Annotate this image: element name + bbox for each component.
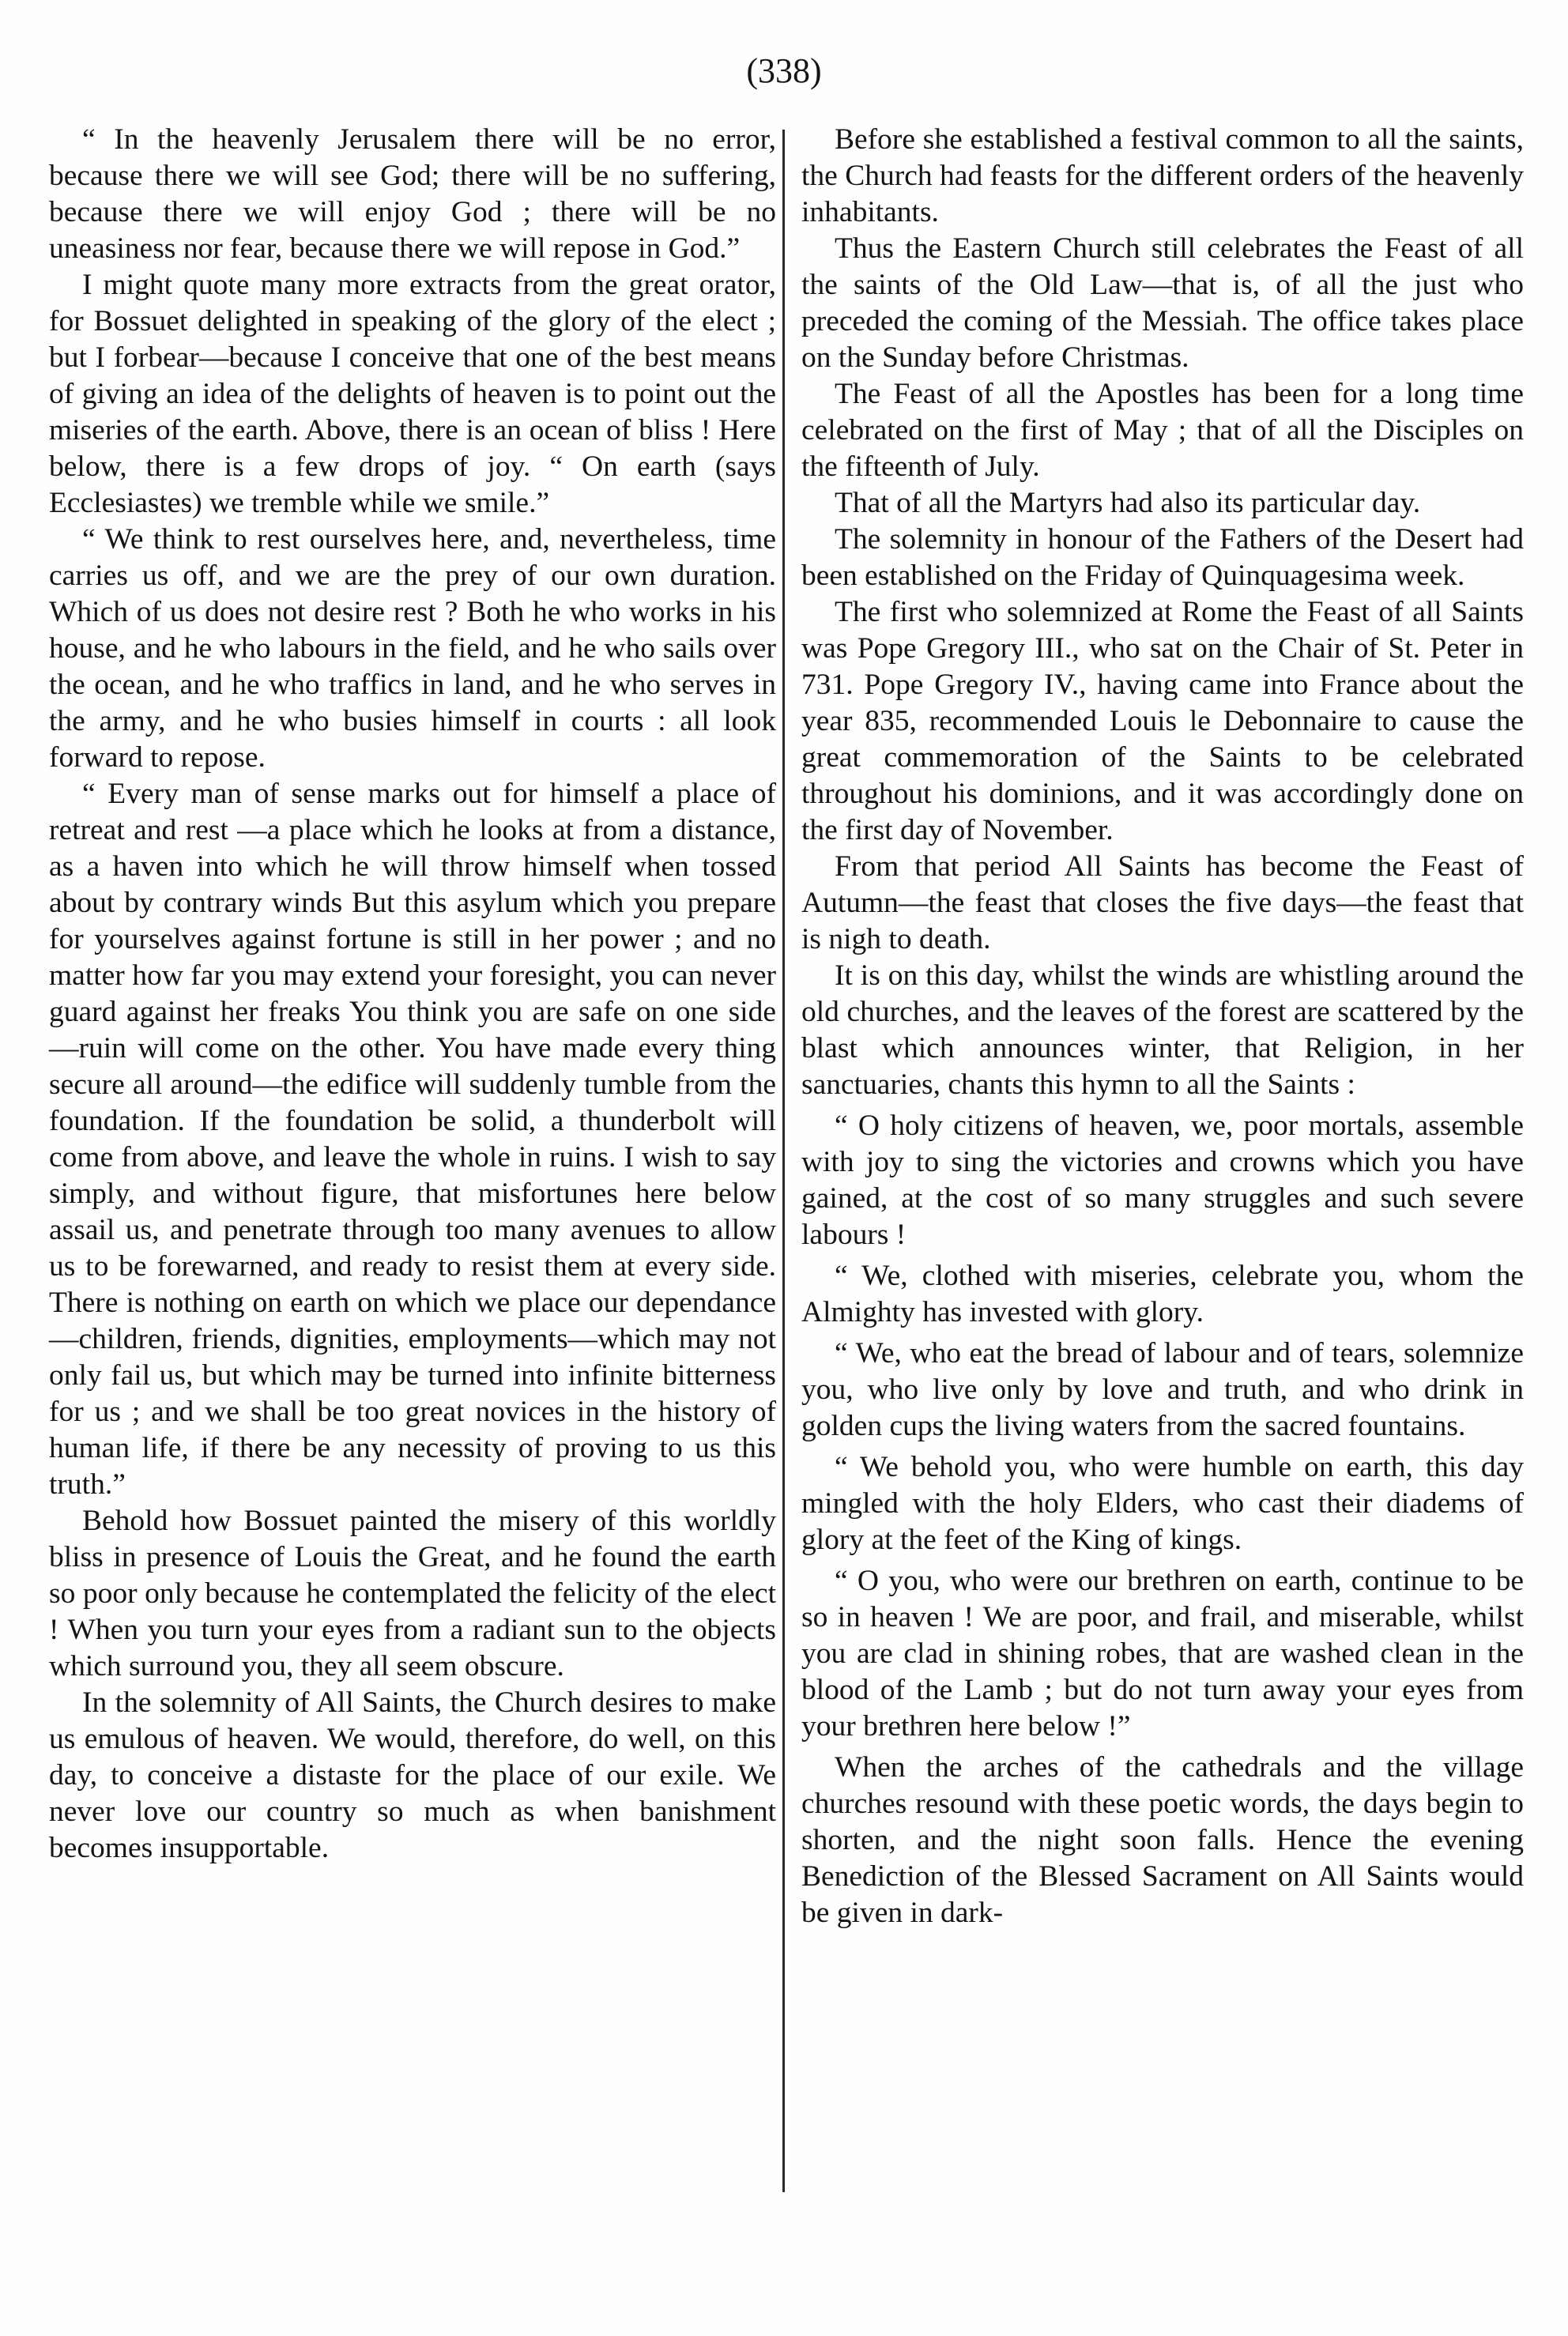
- paragraph: That of all the Martyrs had also its particular day.: [835, 487, 1421, 519]
- paragraph: I might quote many more extracts from the great orator, for Bossuet delighted in speaking of the glory of the elect ; but I forbear—because I conceive that one of the best means of giving an idea of the delights of heaven is to point out the miseries of the earth. Above, there is an ocean of bliss ! Here below, there is a few drops of joy. “ On earth (says Ecclesiastes) we tremble while we smile.”: [49, 269, 776, 519]
- paragraph: Behold how Bossuet painted the misery of this worldly bliss in presence of Louis the Great, and he found the earth so poor only because he contemplated the felicity of the elect ! When you turn your eyes from a radiant sun to the objects which surround you, they all seem obscure.: [49, 1505, 776, 1682]
- paragraph: The solemnity in honour of the Fathers of the Desert had been established on the Friday of Quinquagesima week.: [801, 523, 1524, 592]
- paragraph: The first who solemnized at Rome the Feast of all Saints was Pope Gregory III., who sat on the Chair of St. Peter in 731. Pope Gregory IV., having came into France about the year 835, recommended Louis le Debonnaire to cause the great commemoration of the Saints to be celebrated throughout his dominions, and it was accordingly done on the first day of November.: [801, 596, 1524, 846]
- paragraph: “ Every man of sense marks out for himself a place of retreat and rest —a place which he looks at from a distance, as a haven into which he will throw himself when tossed about by contrary winds But this asylum which you prepare for yourselves against fortune is still in her power ; and no matter how far you may extend your foresight, you can never guard against her freaks You think you are safe on one side—ruin will come on the other. You have made every thing secure all around—the edifice will suddenly tumble from the foundation. If the foundation be solid, a thunderbolt will come from above, and leave the whole in ruins. I wish to say simply, and without figure, that misfortunes here below assail us, and penetrate through too many avenues to allow us to be forewarned, and ready to resist them at every side. There is nothing on earth on which we place our dependance—children, friends, dignities, employments—which may not only fail us, but which may be turned into infinite bitterness for us ; and we shall be too great novices in the history of human life, if there be any necessity of proving to us this truth.”: [49, 778, 776, 1501]
- column-divider: [782, 130, 785, 2192]
- page-number: (338): [746, 51, 822, 90]
- paragraph: “ O you, who were our brethren on earth, continue to be so in heaven ! We are poor, and frail, and miserable, whilst you are clad in shining robes, that are washed clean in the blood of the Lamb ; but do not turn away your eyes from your brethren here below !”: [801, 1565, 1524, 1743]
- paragraph: Thus the Eastern Church still celebrates the Feast of all the saints of the Old Law—that is, of all the just who preceded the coming of the Messiah. The office takes place on the Sunday before Christmas.: [801, 232, 1524, 374]
- paragraph: “ We, clothed with miseries, celebrate you, whom the Almighty has invested with glory.: [801, 1260, 1524, 1328]
- paragraph: In the solemnity of All Saints, the Church desires to make us emulous of heaven. We would, therefore, do well, on this day, to conceive a distaste for the place of our exile. We never love our country so much as when banishment becomes insupportable.: [49, 1686, 776, 1864]
- paragraph: Before she established a festival common to all the saints, the Church had feasts for the different orders of the heavenly inhabitants.: [801, 123, 1524, 228]
- paragraph: It is on this day, whilst the winds are whistling around the old churches, and the leaves of the forest are scattered by the blast which announces winter, that Religion, in her sanctuaries, chants this hymn to all the Saints :: [801, 959, 1524, 1101]
- right-column: [801, 122, 1524, 1931]
- paragraph: “ We, who eat the bread of labour and of tears, solemnize you, who live only by love and truth, and who drink in golden cups the living waters from the sacred fountains.: [801, 1337, 1524, 1442]
- paragraph: “ We think to rest ourselves here, and, nevertheless, time carries us off, and we are the prey of our own duration. Which of us does not desire rest ? Both he who works in his house, and he who labours in the field, and he who sails over the ocean, and he who traffics in land, and he who serves in the army, and he who busies himself in courts : all look forward to repose.: [49, 523, 776, 774]
- paragraph: The Feast of all the Apostles has been for a long time celebrated on the first of May ; that of all the Disciples on the fifteenth of July.: [801, 378, 1524, 483]
- paragraph: From that period All Saints has become the Feast of Autumn—the feast that closes the five days—the feast that is nigh to death.: [801, 850, 1524, 955]
- paragraph: “ In the heavenly Jerusalem there will be no error, because there we will see God; there will be no suffering, because there we will enjoy God ; there will be no uneasiness nor fear, because there we will repose in God.”: [49, 123, 776, 265]
- left-column: [49, 122, 776, 1867]
- paragraph: When the arches of the cathedrals and the village churches resound with these poetic words, the days begin to shorten, and the night soon falls. Hence the evening Benediction of the Blessed Sacrament on All Saints would be given in dark-: [801, 1751, 1524, 1929]
- paragraph: “ We behold you, who were humble on earth, this day mingled with the holy Elders, who cast their diadems of glory at the feet of the King of kings.: [801, 1451, 1524, 1556]
- paragraph: “ O holy citizens of heaven, we, poor mortals, assemble with joy to sing the victories and crowns which you have gained, at the cost of so many struggles and such severe labours !: [801, 1110, 1524, 1251]
